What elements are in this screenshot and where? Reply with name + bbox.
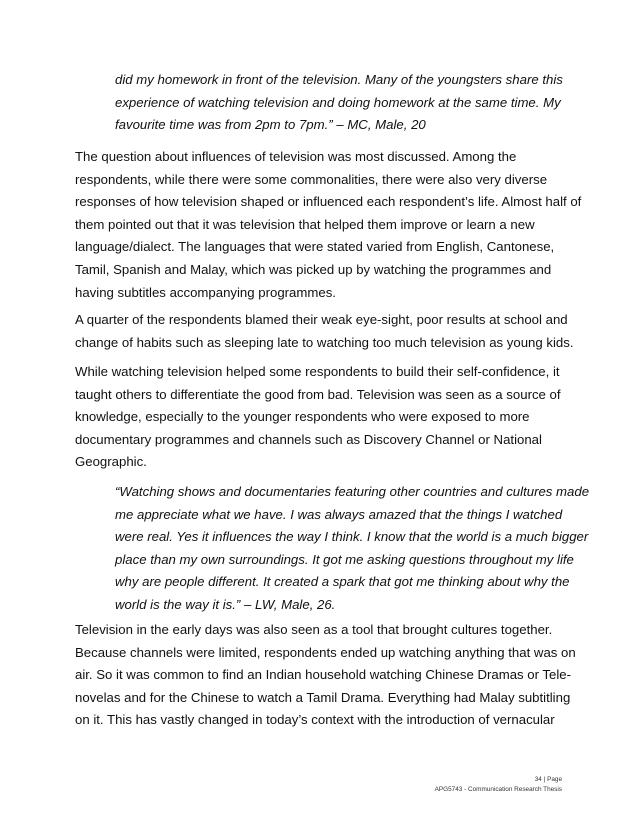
course-label: APG5743 - Communication Research Thesis (434, 786, 562, 793)
paragraph-influences (75, 146, 582, 304)
quote-block-middle (115, 481, 590, 616)
page-number: 34 | Page (534, 776, 562, 783)
paragraph-line: language/dialect. The languages that were stated varied from English, Cantonese, (75, 239, 555, 255)
paragraph-line: knowledge, especially to the younger respondents who were exposed to more (75, 409, 530, 425)
paragraph-line: Tamil, Spanish and Malay, which was picked up by watching the programmes and (75, 261, 552, 277)
paragraph-line: change of habits such as sleeping late to watching too much television as young kids. (75, 334, 574, 350)
quote-line: me appreciate what we have. I was always amazed that the things I watched (115, 506, 563, 522)
quote-block-top (115, 69, 585, 137)
quote-line: place than my own surroundings. It got me asking questions throughout my life (115, 551, 574, 567)
paragraph-line: The question about influences of television was most discussed. Among the (75, 149, 517, 164)
paragraph-line: A quarter of the respondents blamed their weak eye-sight, poor results at school and (75, 312, 568, 327)
quote-line: why are people different. It created a spark that got me thinking about why the (115, 574, 570, 589)
quote-line: favourite time was from 2pm to 7pm.” – MC, Male, 20 (115, 117, 426, 132)
paragraph-line: responses of how television shaped or influenced each respondent’s life. Almost half of (75, 194, 582, 210)
paragraph-line: respondents, while there were some commonalities, there were also very diverse (75, 171, 548, 187)
page-footer (435, 775, 562, 795)
paragraph-line: documentary programmes and channels such as Discovery Channel or National (75, 431, 542, 447)
quote-line: did my homework in front of the television. Many of the youngsters share this (115, 72, 563, 87)
paragraph-line: While watching television helped some respondents to build their self-confidence, it (75, 364, 560, 379)
paragraph-cultures (75, 619, 575, 732)
paragraph-line: Television in the early days was also seen as a tool that brought cultures together. (75, 622, 553, 637)
paragraph-line: air. So it was common to find an Indian household watching Chinese Dramas or Tele- (75, 667, 572, 683)
paragraph-self-confidence (75, 361, 575, 474)
paragraph-line: them pointed out that it was television that helped them improve or learn a new (75, 216, 535, 232)
paragraph-eyesight (75, 309, 575, 354)
paragraph-line: novelas and for the Chinese to watch a Tamil Drama. Everything had Malay subtitling (75, 689, 571, 705)
quote-line: “Watching shows and documentaries featuring other countries and cultures made (115, 484, 590, 499)
quote-line: world is the way it is.” – LW, Male, 26. (115, 596, 336, 612)
quote-line: experience of watching television and doing homework at the same time. My (115, 94, 561, 110)
paragraph-line: Because channels were limited, respondents ended up watching anything that was on (75, 644, 576, 660)
paragraph-line: on it. This has vastly changed in today’s context with the introduction of vernacular (75, 712, 555, 728)
paragraph-line: taught others to differentiate the good from bad. Television was seen as a source of (75, 386, 561, 402)
quote-line: were real. Yes it influences the way I think. I know that the world is a much bigger (115, 529, 589, 544)
paragraph-line: having subtitles accompanying programmes. (75, 284, 336, 300)
paragraph-line: Geographic. (75, 454, 147, 470)
